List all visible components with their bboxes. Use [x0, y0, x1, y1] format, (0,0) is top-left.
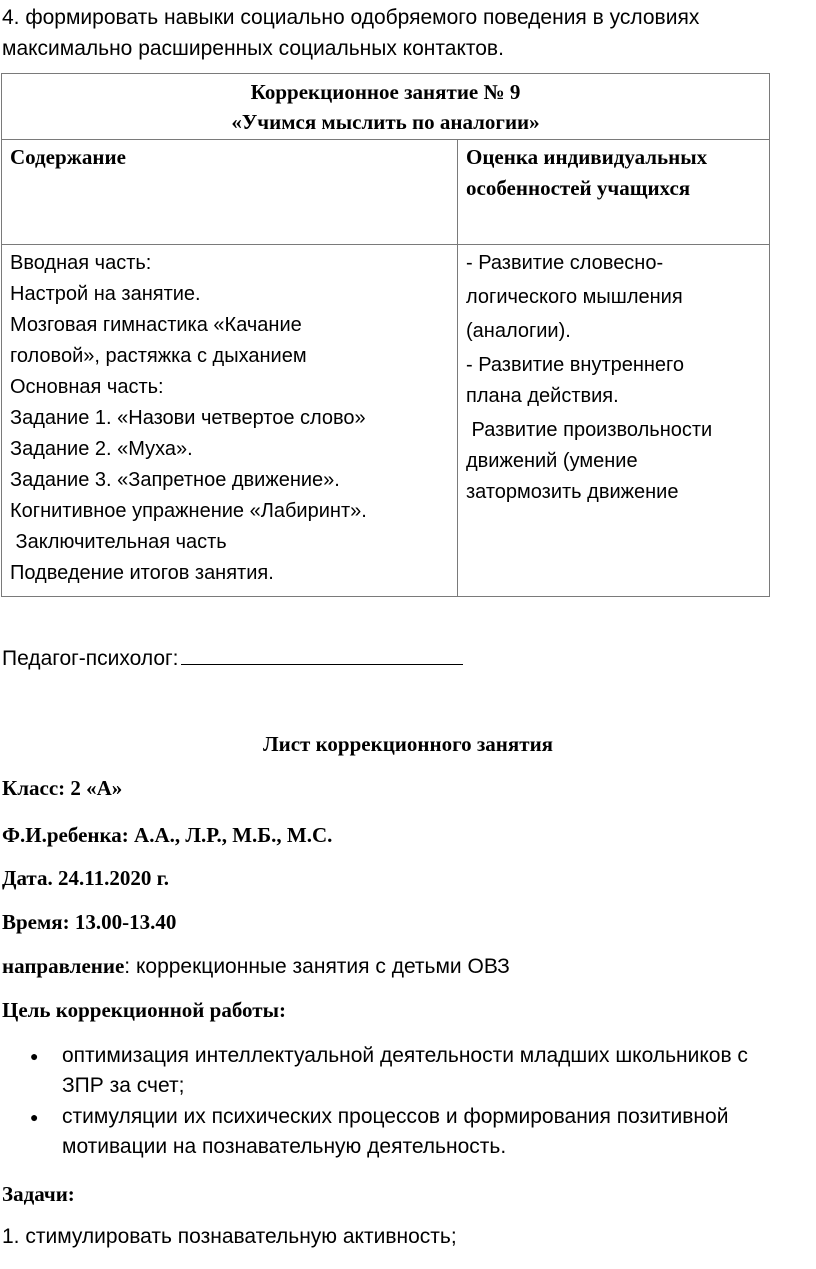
assessment-line: - Развитие словесно- — [466, 252, 664, 274]
content-line: Задание 2. «Муха». — [10, 438, 193, 460]
content-line: Заключительная часть — [10, 531, 227, 553]
intro-line: максимально расширенных социальных контактов. — [2, 37, 504, 60]
assessment-cell — [458, 245, 770, 597]
assessment-line: (аналогии). — [466, 320, 571, 342]
goal-heading: Цель коррекционной работы: — [2, 998, 286, 1022]
column-header-content: Содержание — [2, 140, 458, 245]
content-line: Настрой на занятие. — [10, 283, 201, 305]
child-field: Ф.И.ребенка: А.А., Л.Р., М.Б., М.С. — [2, 823, 333, 847]
signature-block — [2, 643, 463, 671]
content-line: Когнитивное упражнение «Лабиринт». — [10, 500, 367, 522]
content-line: Подведение итогов занятия. — [10, 562, 274, 584]
assessment-line: логического мышления — [466, 286, 683, 308]
bullet-dot-icon: ● — [30, 1048, 39, 1064]
content-line: Основная часть: — [10, 376, 164, 398]
lesson-title: Коррекционное занятие № 9 — [250, 80, 521, 104]
assessment-line: Развитие произвольности — [466, 419, 713, 441]
intro-paragraph — [2, 2, 802, 64]
lesson-title-cell — [2, 74, 770, 140]
lesson-table — [1, 73, 770, 597]
content-line: головой», растяжка с дыханием — [10, 345, 307, 367]
content-line: Задание 3. «Запретное движение». — [10, 469, 340, 491]
signature-line — [181, 643, 463, 665]
assessment-line: - Развитие внутреннего — [466, 354, 685, 376]
signature-label: Педагог-психолог: — [2, 647, 179, 670]
assessment-line: затормозить движение — [466, 481, 679, 503]
tasks-heading: Задачи: — [2, 1182, 75, 1206]
time-field: Время: 13.00-13.40 — [2, 910, 177, 934]
assessment-line: плана действия. — [466, 385, 619, 407]
assessment-line: движений (умение — [466, 450, 638, 472]
sheet-title: Лист коррекционного занятия — [262, 732, 554, 756]
content-line: Вводная часть: — [10, 252, 152, 274]
direction-value: : коррекционные занятия с детьми ОВЗ — [124, 955, 510, 978]
content-line: Мозговая гимнастика «Качание — [10, 314, 302, 336]
column-header-assessment: Оценка индивидуальных особенностей учащихся — [458, 140, 770, 245]
bullet-dot-icon: ● — [30, 1109, 39, 1125]
direction-label: направление — [2, 954, 125, 978]
date-field: Дата. 24.11.2020 г. — [2, 866, 169, 890]
content-cell — [2, 245, 458, 597]
intro-line: 4. формировать навыки социально одобряемого поведения в условиях — [2, 6, 700, 29]
lesson-subtitle: «Учимся мыслить по аналогии» — [231, 110, 540, 134]
task-item: 1. стимулировать познавательную активность; — [2, 1225, 457, 1248]
class-field: Класс: 2 «А» — [2, 776, 123, 800]
content-line: Задание 1. «Назови четвертое слово» — [10, 407, 366, 429]
direction-field — [2, 954, 510, 979]
